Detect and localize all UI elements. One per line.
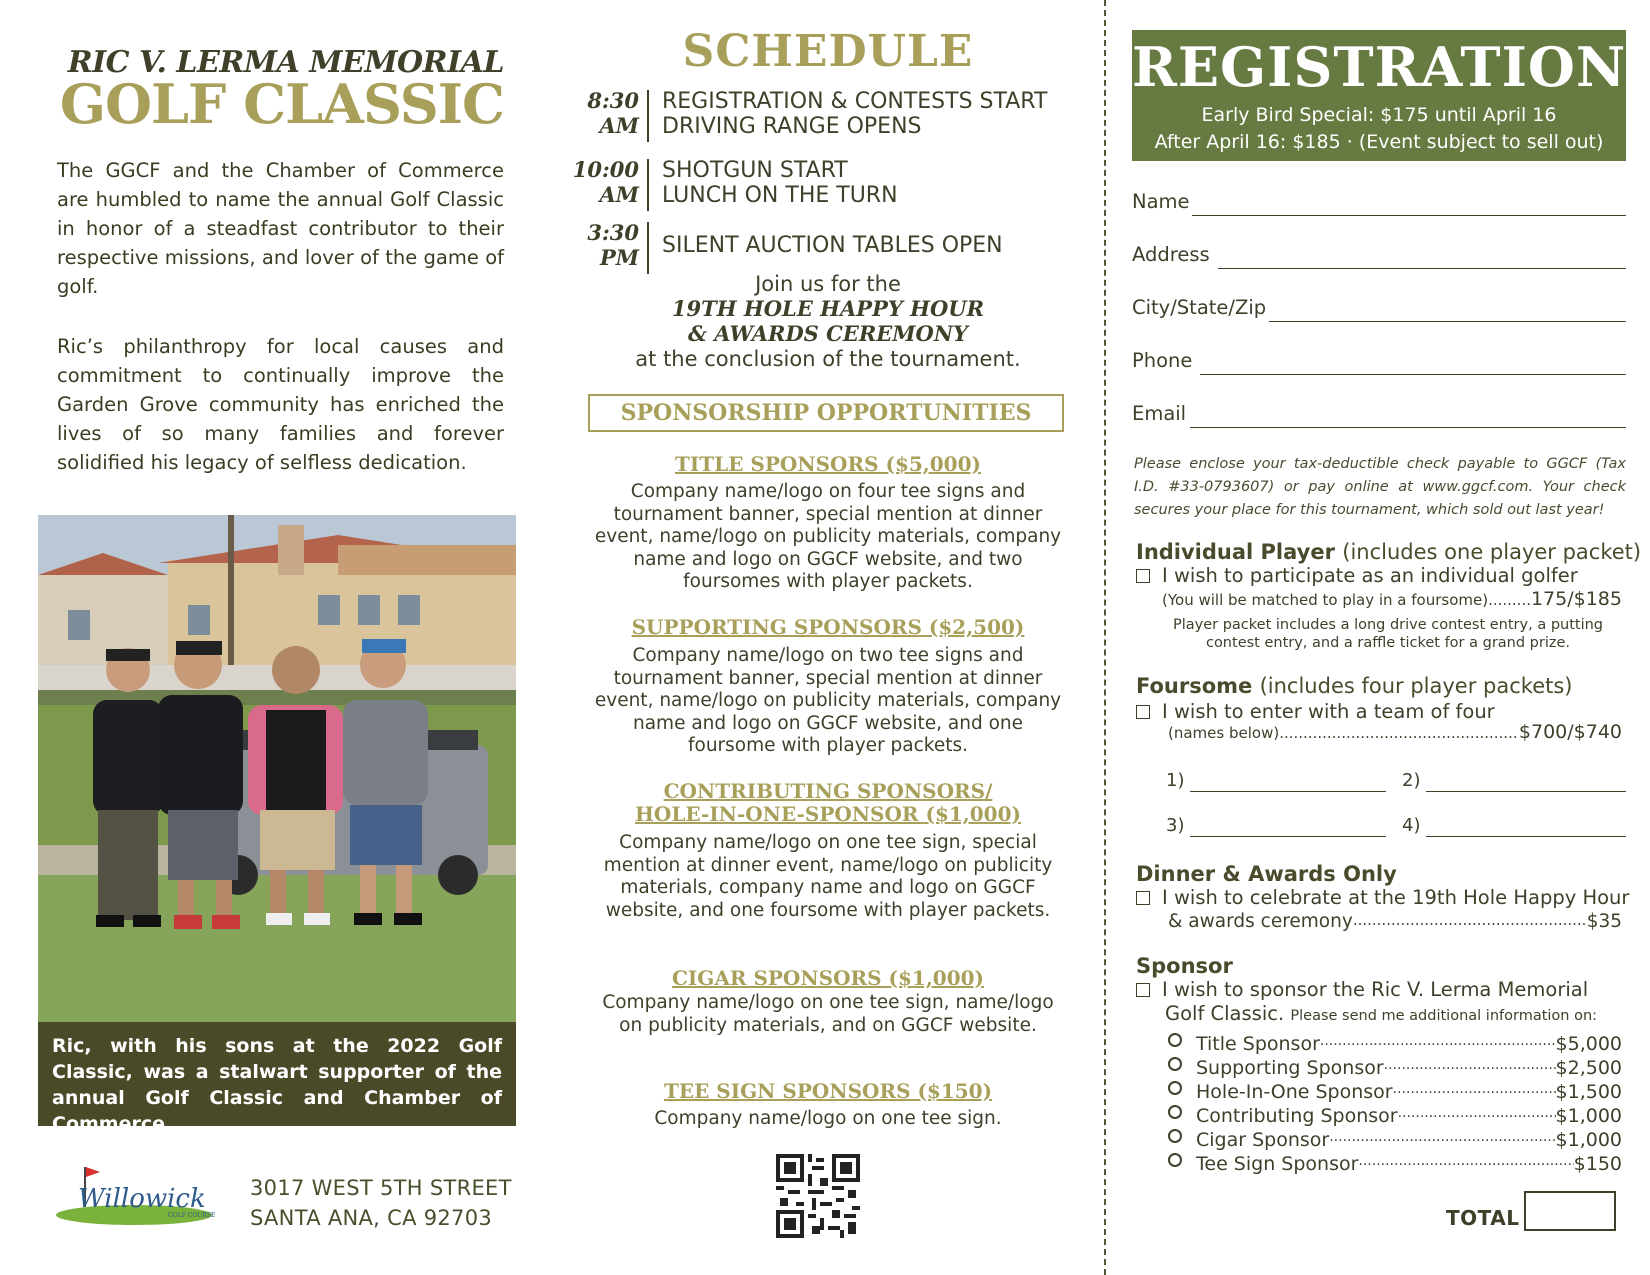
player-name-slot[interactable]: 1) (1166, 770, 1386, 796)
foursome-checkbox[interactable] (1136, 705, 1150, 719)
sponsor-checkbox-row[interactable]: I wish to sponsor the Ric V. Lerma Memorial (1136, 978, 1626, 1001)
schedule-text: REGISTRATION & CONTESTS START DRIVING RANGE OPENS (662, 89, 1048, 139)
dinner-price: $35 (1586, 911, 1622, 932)
address-label: Address (1132, 243, 1210, 266)
tier-title: CONTRIBUTING SPONSORS/ HOLE-IN-ONE-SPONSOR ($1,000) (635, 779, 1021, 826)
schedule-row (570, 157, 1090, 213)
schedule-row (570, 88, 1090, 144)
tier-description: Company name/logo on one tee sign, special mention at dinner event, name/logo on publicity materials, company name and logo on GGCF website, and one foursome with player packets. (603, 832, 1053, 921)
individual-checkbox[interactable] (1136, 569, 1150, 583)
schedule-time: 8:30 AM (587, 88, 639, 138)
address-input-line[interactable] (1218, 268, 1626, 269)
name-field[interactable] (1132, 190, 1626, 220)
schedule-row (570, 220, 1090, 276)
email-field[interactable] (1132, 402, 1626, 432)
venue-address-line2: SANTA ANA, CA 92703 (250, 1206, 493, 1230)
individual-checkbox-row[interactable]: I wish to participate as an individual golfer (1136, 564, 1626, 587)
foursome-section-title: Foursome (includes four player packets) (1136, 674, 1573, 698)
sponsor-checkbox-continued: Golf Classic. Please send me additional information on: (1165, 1002, 1598, 1025)
tier-title: TEE SIGN SPONSORS ($150) (663, 1079, 993, 1103)
foursome-price: $700/$740 (1518, 721, 1622, 743)
email-input-line[interactable] (1190, 427, 1626, 428)
dinner-checkbox[interactable] (1136, 891, 1150, 905)
radio-circle-icon[interactable] (1168, 1153, 1182, 1167)
player-name-slot[interactable]: 3) (1166, 815, 1386, 841)
name-label: Name (1132, 190, 1190, 213)
schedule-time: 10:00 AM (572, 157, 639, 207)
tear-line (1104, 0, 1106, 1275)
happy-hour-title: 19TH HOLE HAPPY HOUR (671, 296, 985, 321)
individual-price-line: (You will be matched to play in a foursome) ..... 175/$185 (1162, 591, 1622, 610)
phone-input-line[interactable] (1200, 374, 1626, 375)
join-text: Join us for the (755, 272, 901, 296)
payment-notice: Please enclose your tax-deductible check payable to GGCF (Tax I.D. #33-0793607) or pay online at www.ggcf.com. Your check secures your place for this tournament, which sold out last year! (1134, 456, 1626, 518)
intro-paragraph-1: The GGCF and the Chamber of Commerce are humbled to name the annual Golf Classic in honor of a steadfast contributor to their respective missions, and lover of the game of golf. (57, 159, 504, 298)
willowick-logo (56, 1163, 226, 1229)
email-label: Email (1132, 402, 1187, 425)
dinner-price-line: & awards ceremony ..... $35 (1168, 911, 1622, 932)
logo-wordmark: Willowick (78, 1184, 206, 1214)
sponsor-option[interactable]: Cigar Sponsor ..... $1,000 (1168, 1129, 1622, 1151)
address-field[interactable] (1132, 243, 1626, 273)
registration-title: REGISTRATION (1132, 35, 1627, 99)
sponsor-option[interactable]: Supporting Sponsor ..... $2,500 (1168, 1057, 1622, 1079)
individual-price: 175/$185 (1530, 588, 1622, 610)
tier-title: CIGAR SPONSORS ($1,000) (671, 966, 984, 990)
sponsor-option[interactable]: Tee Sign Sponsor ..... $150 (1168, 1153, 1622, 1175)
dinner-checkbox-row[interactable]: I wish to celebrate at the 19th Hole Happy Hour (1136, 886, 1626, 909)
sponsor-option[interactable]: Title Sponsor ..... $5,000 (1168, 1033, 1622, 1055)
schedule-text: SHOTGUN START LUNCH ON THE TURN (662, 158, 898, 208)
schedule-divider (647, 222, 649, 274)
dinner-section-title: Dinner & Awards Only (1136, 862, 1397, 886)
radio-circle-icon[interactable] (1168, 1129, 1182, 1143)
total-input-box[interactable] (1524, 1191, 1616, 1231)
tier-title: TITLE SPONSORS ($5,000) (675, 452, 981, 476)
golfers-photo (38, 515, 516, 1022)
sponsor-section-title: Sponsor (1136, 954, 1233, 978)
phone-label: Phone (1132, 349, 1193, 372)
radio-circle-icon[interactable] (1168, 1033, 1182, 1047)
foursome-checkbox-row[interactable]: I wish to enter with a team of four (1136, 700, 1626, 723)
phone-field[interactable] (1132, 349, 1626, 379)
tier-description: Company name/logo on one tee sign. (654, 1108, 1002, 1129)
schedule-title: SCHEDULE (682, 26, 974, 77)
tier-description: Company name/logo on four tee signs and tournament banner, special mention at dinner event, name/logo on publicity materials, company name and logo on GGCF website, and two foursomes with player packets. (594, 481, 1062, 592)
total-label: TOTAL (1446, 1206, 1520, 1230)
venue-address-line1: 3017 WEST 5TH STREET (250, 1176, 512, 1200)
schedule-divider (647, 159, 649, 211)
schedule-divider (647, 90, 649, 142)
event-title: GOLF CLASSIC (59, 72, 504, 136)
radio-circle-icon[interactable] (1168, 1105, 1182, 1119)
player-packet-note: Player packet includes a long drive contest entry, a putting contest entry, and a raffle ticket for a grand prize. (1172, 617, 1603, 651)
sponsor-checkbox[interactable] (1136, 983, 1150, 997)
intro-paragraph-2: Ric’s philanthropy for local causes and commitment to continually improve the Garden Grove community has enriched the lives of so many families and forever solidified his legacy of selfless dedication. (57, 335, 504, 474)
name-input-line[interactable] (1192, 215, 1626, 216)
qr-code[interactable] (776, 1154, 860, 1238)
schedule-text: SILENT AUCTION TABLES OPEN (662, 233, 1003, 258)
foursome-price-line: (names below) ..... $700/$740 (1168, 724, 1622, 743)
awards-ceremony-title: & AWARDS CEREMONY (687, 321, 969, 346)
city-state-zip-field[interactable] (1132, 296, 1626, 326)
player-name-slot[interactable]: 2) (1402, 770, 1626, 796)
tier-description: Company name/logo on one tee sign, name/logo on publicity materials, and on GGCF website. (602, 992, 1054, 1036)
join-conclusion: at the conclusion of the tournament. (635, 347, 1021, 371)
regular-price: After April 16: $185 · (Event subject to sell out) (1154, 131, 1604, 153)
city-state-zip-input-line[interactable] (1269, 321, 1626, 322)
sponsor-option[interactable]: Hole-In-One Sponsor ..... $1,500 (1168, 1081, 1622, 1103)
individual-section-title: Individual Player (includes one player packet) (1136, 540, 1642, 564)
tier-description: Company name/logo on two tee signs and tournament banner, special mention at dinner event, name/logo on publicity materials, company name and logo on GGCF website, and one foursome with player packets. (594, 645, 1062, 756)
radio-circle-icon[interactable] (1168, 1057, 1182, 1071)
event-subtitle: RIC V. LERMA MEMORIAL (67, 45, 504, 80)
sponsor-option[interactable]: Contributing Sponsor ..... $1,000 (1168, 1105, 1622, 1127)
schedule-time: 3:30 PM (587, 220, 639, 270)
tier-title: SUPPORTING SPONSORS ($2,500) (631, 615, 1025, 639)
player-name-slot[interactable]: 4) (1402, 815, 1626, 841)
registration-header (1132, 30, 1626, 161)
radio-circle-icon[interactable] (1168, 1081, 1182, 1095)
city-state-zip-label: City/State/Zip (1132, 296, 1267, 319)
early-bird-price: Early Bird Special: $175 until April 16 (1201, 104, 1557, 126)
logo-subtext: GOLF COURSE (168, 1212, 216, 1219)
photo-caption: Ric, with his sons at the 2022 Golf Classic, was a stalwart supporter of the annual Golf Classic and Chamber of Commerce. (38, 1022, 516, 1126)
sponsorship-heading: SPONSORSHIP OPPORTUNITIES (588, 394, 1064, 432)
